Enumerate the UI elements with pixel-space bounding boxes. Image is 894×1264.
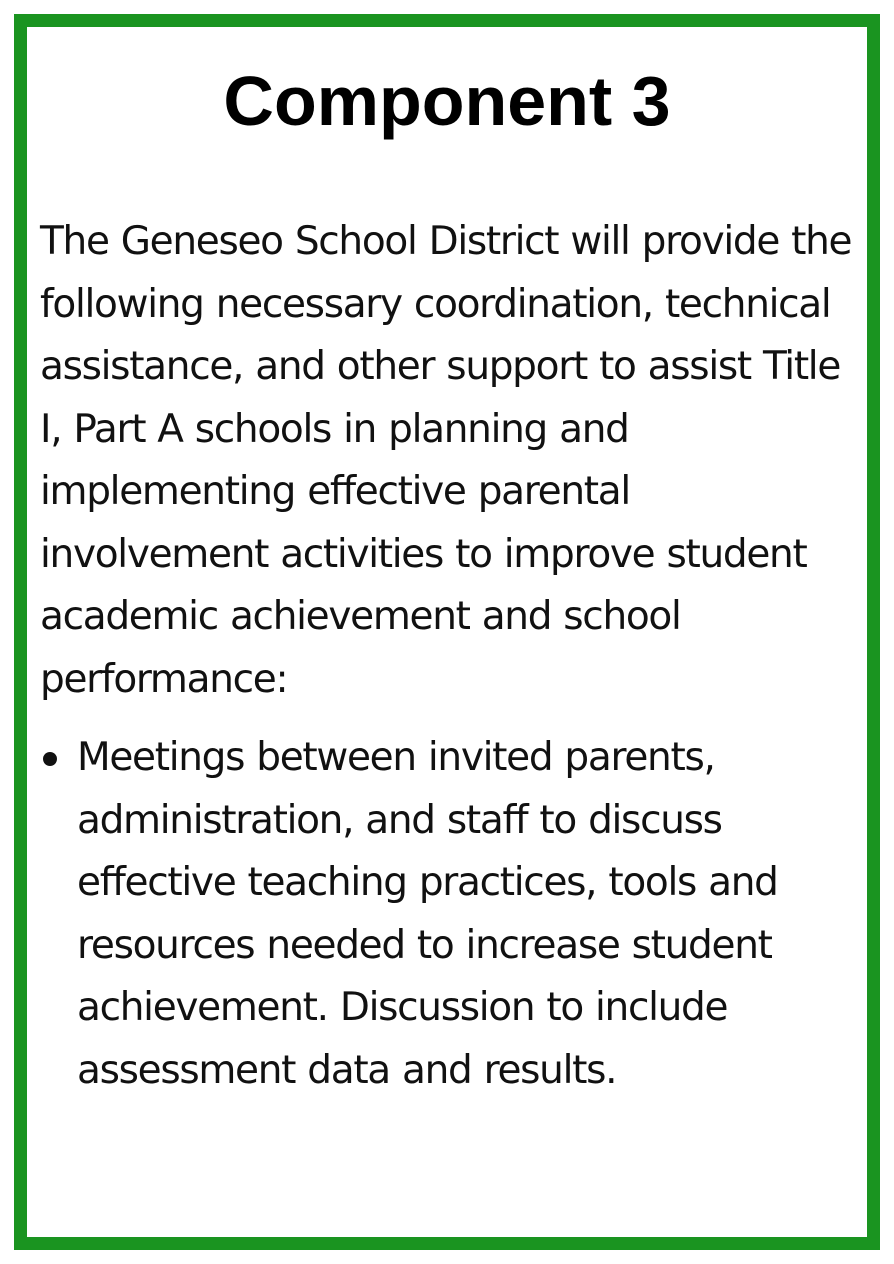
bullet-icon bbox=[43, 752, 57, 766]
bullet-list bbox=[40, 727, 860, 1102]
list-item bbox=[40, 727, 860, 1102]
bullet-text: Meetings between invited parents, administration, and staff to discuss effective teaching practices, tools and resources needed to increase student achievement. Discussion to include assessment data and results. bbox=[77, 735, 778, 1093]
intro-paragraph: The Geneseo School District will provide the following necessary coordination, technical assistance, and other support to assist Title I, Part A schools in planning and implementing effective parental involvement activities to improve student academic achievement and school performance: bbox=[40, 219, 852, 702]
component-body bbox=[40, 211, 860, 1102]
component-title: Component 3 bbox=[223, 62, 671, 140]
component-card bbox=[14, 14, 880, 1250]
